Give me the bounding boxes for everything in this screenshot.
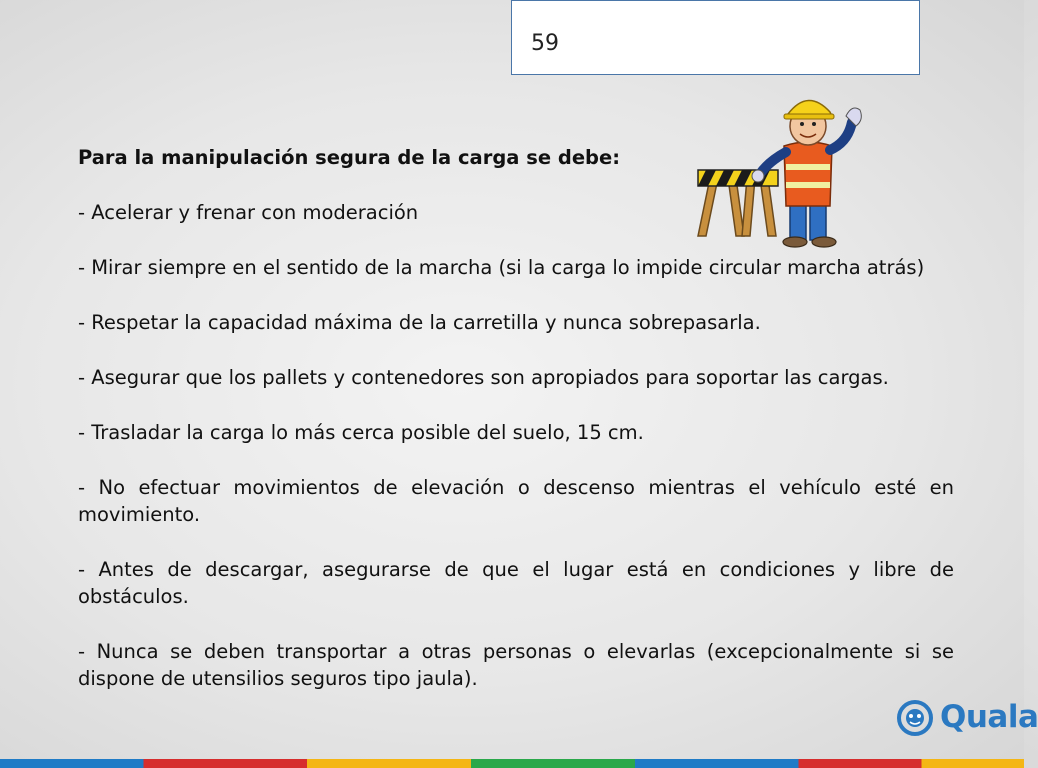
list-item: - Nunca se deben transportar a otras personas o elevarlas (excepcionalmente si se dispone de utensilios seguros tipo jaula).: [78, 640, 954, 690]
content-heading: Para la manipulación segura de la carga se debe:: [78, 146, 621, 169]
slide-number-box: [511, 0, 920, 75]
slide-content: [78, 144, 954, 720]
list-item: - Asegurar que los pallets y contenedores son apropiados para soportar las cargas.: [78, 366, 889, 389]
list-item: - Respetar la capacidad máxima de la carretilla y nunca sobrepasarla.: [78, 311, 761, 334]
slide-number: 59: [531, 31, 559, 56]
list-item: - Mirar siempre en el sentido de la marcha (si la carga lo impide circular marcha atrás): [78, 256, 925, 279]
list-item: - Trasladar la carga lo más cerca posible del suelo, 15 cm.: [78, 421, 644, 444]
logo-text: Quala: [940, 699, 1038, 735]
list-item: - No efectuar movimientos de elevación o descenso mientras el vehículo esté en movimiento.: [78, 476, 954, 526]
list-item: - Acelerar y frenar con moderación: [78, 201, 419, 224]
list-item: - Antes de descargar, asegurarse de que el lugar está en condiciones y libre de obstáculos.: [78, 558, 954, 608]
bottom-color-strip: [0, 759, 1024, 768]
